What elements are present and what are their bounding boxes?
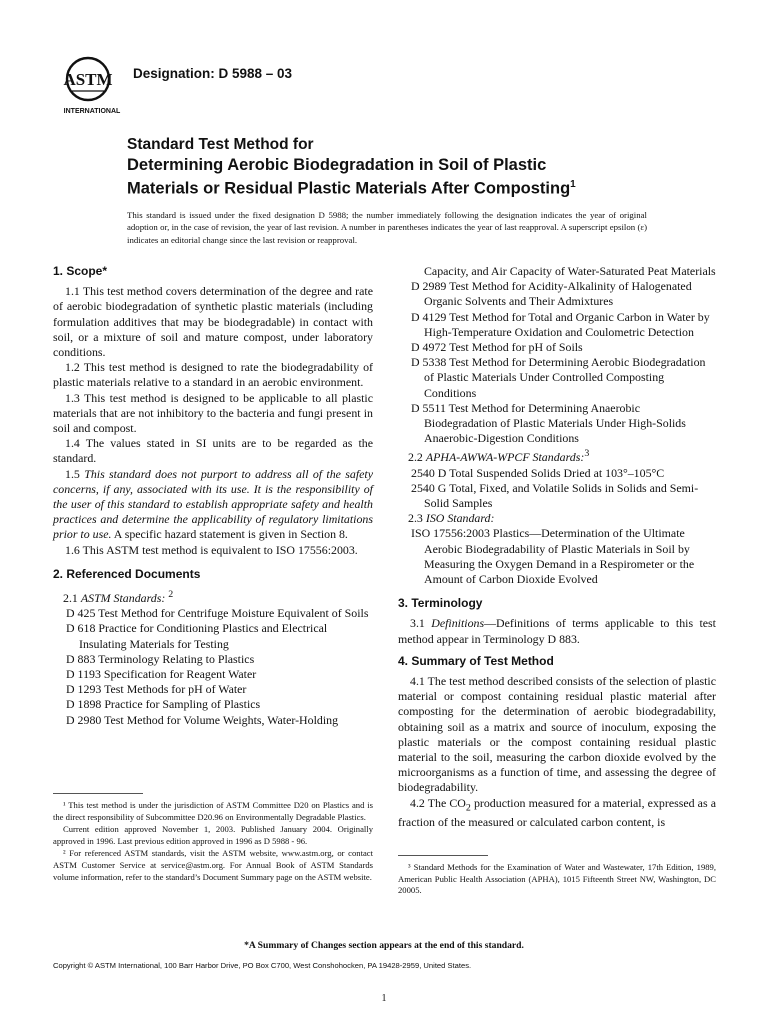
subsection-iso-standard: [398, 511, 716, 526]
ref-d2980: D 2980 Test Method for Volume Weights, Water-Holding: [66, 712, 339, 727]
para-4-2-a: 4.2 The CO: [410, 795, 466, 810]
subsection-apha-standards: [398, 446, 716, 465]
section-heading-referenced-documents: 2. Referenced Documents: [53, 566, 201, 581]
ref-d425: D 425 Test Method for Centrifuge Moisture Equivalent of Soils: [66, 606, 369, 621]
astm-sup: 2: [168, 589, 174, 601]
iso-num: 2.3: [408, 511, 423, 526]
ref-d883: D 883 Terminology Relating to Plastics: [66, 651, 255, 666]
document-title: [127, 135, 727, 199]
ref-iso17556: ISO 17556:2003 Plastics—Determination of the Ultimate Aerobic Biodegradability of Plastic Materials in Soil by Measuring the Oxygen Demand in a Respirometer or the Amount of Carbon Dioxide Evolved: [411, 526, 695, 587]
title-footnote-mark: 1: [570, 179, 576, 190]
title-line-3-text: Materials or Residual Plastic Materials After Composting: [127, 179, 571, 198]
para-1-5-hazard-ref: A specific hazard statement is given in Section 8.: [111, 527, 348, 542]
astm-num: 2.1: [63, 591, 78, 606]
ref-d5338: D 5338 Test Method for Determining Aerobic Biodegradation of Plastic Materials Under Controlled Composting Conditions: [411, 355, 706, 400]
para-3-1-number: 3.1: [410, 616, 425, 631]
ref-d5511: D 5511 Test Method for Determining Anaerobic Biodegradation of Plastic Materials Under High-Solids Anaerobic-Digestion Conditions: [411, 400, 686, 446]
para-1-3: 1.3 This test method is designed to be applicable to all plastic materials that are not inhibitory to the bacteria and fungi present in soil and compost.: [53, 390, 373, 436]
para-4-1: 4.1 The test method described consists of the selection of plastic material or compost containing residual plastic material after composting for the determination of aerobic biodegradability, obtaining soil as a matrix and source of inoculum, exposing the plastic materials or the compost containing residual plastic material to the soil, measuring the carbon dioxide evolved by the microorganisms as a function of time, and assessing the degree of biodegradability.: [398, 674, 716, 795]
logo-text: ASTM: [63, 70, 113, 89]
title-line-1: Standard Test Method for: [127, 136, 314, 153]
left-column: [53, 264, 373, 728]
ref-d1293: D 1293 Test Methods for pH of Water: [66, 682, 247, 697]
right-column: [398, 264, 716, 830]
ref-d1193: D 1193 Specification for Reagent Water: [66, 667, 257, 682]
iso-label: ISO Standard:: [425, 511, 495, 526]
para-3-1-term: Definitions: [431, 616, 485, 631]
section-heading-scope: 1. Scope*: [53, 264, 108, 278]
ref-d2980-continued: Capacity, and Air Capacity of Water-Saturated Peat Materials: [424, 264, 716, 278]
ref-2540g: 2540 G Total, Fixed, and Volatile Solids in Solids and Semi-Solid Samples: [411, 480, 699, 511]
copyright-line: Copyright © ASTM International, 100 Barr Harbor Drive, PO Box C700, West Conshohocken, PA 19428-2959, United States.: [53, 961, 472, 970]
footnote-2: ² For referenced ASTM standards, visit the ASTM website, www.astm.org, or contact ASTM Customer Service at service@astm.org. For Annual Book of ASTM Standards volume information, refer to the standard’s Document Summary page on the ASTM website.: [53, 848, 373, 882]
para-4-2-sub: 2: [465, 802, 471, 814]
para-1-2: 1.2 This test method is designed to rate the biodegradability of plastic materials relative to a standard in an aerobic environment.: [53, 360, 373, 390]
section-heading-terminology: 3. Terminology: [398, 596, 483, 611]
footnotes-left: [53, 800, 373, 884]
astm-logo: [60, 55, 124, 117]
para-1-5: [53, 467, 373, 543]
para-3-1: [398, 616, 716, 646]
apha-sup: 3: [584, 448, 590, 460]
title-line-3: [127, 175, 727, 199]
subsection-astm-standards: [53, 587, 373, 606]
ref-d4972: D 4972 Test Method for pH of Soils: [411, 340, 583, 355]
ref-d1898: D 1898 Practice for Sampling of Plastics: [66, 697, 261, 712]
para-1-6: 1.6 This ASTM test method is equivalent to ISO 17556:2003.: [65, 542, 358, 557]
apha-label: APHA-AWWA-WPCF Standards:: [425, 450, 585, 465]
apha-num: 2.2: [408, 450, 423, 465]
footnote-1: ¹ This test method is under the jurisdiction of ASTM Committee D20 on Plastics and is the direct responsibility of Subcommittee D20.96 on Environmentally Degradable Plastics.: [53, 800, 373, 822]
astm-label: ASTM Standards:: [80, 591, 166, 606]
footnote-3: ³ Standard Methods for the Examination of Water and Wastewater, 17th Edition, 1989, American Public Health Association (APHA), 1015 Fifteenth Street NW, Washington, DC 20005.: [398, 862, 716, 896]
ref-d2989: D 2989 Test Method for Acidity-Alkalinity of Halogenated Organic Solvents and Their Admixtures: [411, 279, 692, 309]
para-1-5-number: 1.5: [65, 466, 80, 481]
para-4-2-b: production measured for a material, expressed as a fraction of the measured or calculated carbon content, is: [398, 795, 716, 830]
ref-d4129: D 4129 Test Method for Total and Organic Carbon in Water by High-Temperature Oxidation and Coulometric Detection: [411, 309, 710, 339]
footnote-rule-right: [398, 855, 488, 856]
section-heading-summary: 4. Summary of Test Method: [398, 653, 554, 668]
para-4-2: [398, 796, 716, 831]
footnote-1-dates: Current edition approved November 1, 2003. Published January 2004. Originally approved in 1996. Last previous edition approved in 1996 as D 5988 - 96.: [53, 824, 373, 846]
designation: Designation: D 5988 – 03: [133, 66, 293, 81]
footnotes-right: [398, 862, 716, 898]
title-line-2: Determining Aerobic Biodegradation in Soil of Plastic: [127, 156, 547, 174]
issuance-notice: This standard is issued under the fixed designation D 5988; the number immediately following the designation indicates the year of original adoption or, in the case of revision, the year of last revision. A number in parentheses indicates the year of last reapproval. A superscript epsilon (ε) indicates an editorial change since the last revision or reapproval.: [127, 210, 647, 245]
logo-subtext: INTERNATIONAL: [63, 108, 121, 115]
footnote-rule-left: [53, 793, 143, 794]
para-3-1-text: —Definitions of terms applicable to this test method appear in Terminology D 883.: [398, 616, 716, 646]
para-1-1: 1.1 This test method covers determination of the degree and rate of aerobic biodegradation of synthetic plastic materials (including formulation additives that may be biodegradable) in contact with soil, or a mixture of soil and mature compost, under laboratory conditions.: [53, 284, 373, 360]
para-1-5-safety-caveat: This standard does not purport to address all of the safety concerns, if any, associated with its use. It is the responsibility of the user of this standard to establish appropriate safety and health practices and determine the applicability of regulatory limitations prior to use.: [53, 466, 373, 542]
summary-of-changes-note: *A Summary of Changes section appears at the end of this standard.: [244, 940, 524, 951]
para-1-4: 1.4 The values stated in SI units are to be regarded as the standard.: [53, 436, 373, 466]
ref-d618: D 618 Practice for Conditioning Plastics and Electrical Insulating Materials for Testing: [66, 621, 328, 651]
ref-2540d: 2540 D Total Suspended Solids Dried at 103°–105°C: [411, 465, 665, 480]
page-number: 1: [381, 993, 387, 1004]
